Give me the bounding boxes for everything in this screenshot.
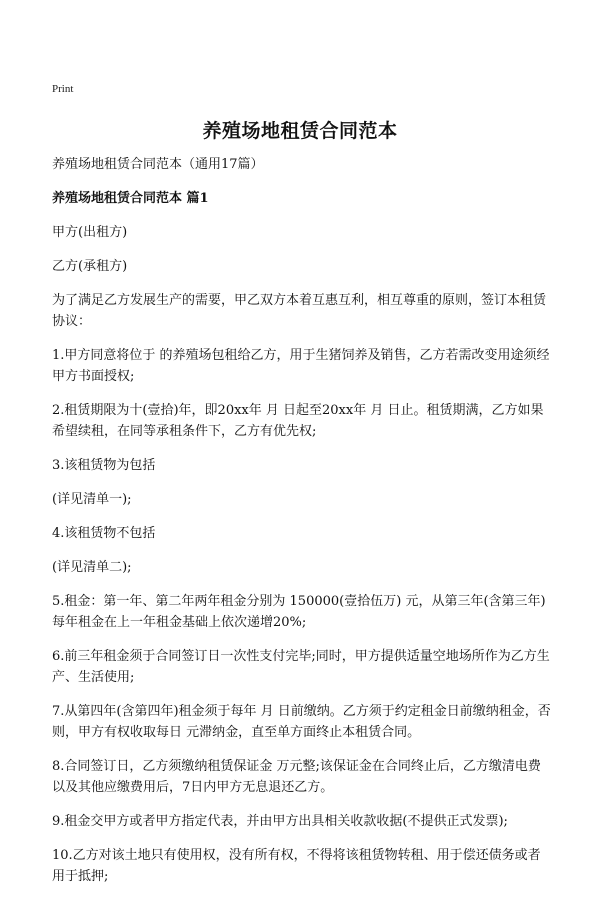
party-b: 乙方(承租方) — [52, 259, 128, 274]
clause-8: 8.合同签订日，乙方须缴纳租赁保证金 万元整;该保证金在合同终止后，乙方缴清电费以及其他应缴费用后，7日内甲方无息退还乙方。 — [52, 759, 541, 795]
clause-10: 10.乙方对该土地只有使用权，没有所有权，不得将该租赁物转租、用于偿还债务或者用于抵押; — [52, 848, 541, 884]
clause-9: 9.租金交甲方或者甲方指定代表，并由甲方出具相关收款收据(不提供正式发票); — [52, 814, 508, 829]
clause-6: 6.前三年租金须于合同签订日一次性支付完毕;同时，甲方提供适量空地场所作为乙方生产、生活使用; — [52, 649, 550, 685]
preamble-paragraph: 为了满足乙方发展生产的需要，甲乙双方本着互惠互利，相互尊重的原则，签订本租赁协议： — [52, 293, 547, 329]
page-title: 养殖场地租赁合同范本 — [202, 120, 398, 142]
clause-3-note: (详见清单一); — [52, 492, 132, 507]
clause-3: 3.该租赁物为包括 — [52, 458, 156, 473]
clause-1: 1.甲方同意将位于 的养殖场包租给乙方，用于生猪饲养及销售，乙方若需改变用途须经甲方书面授权; — [52, 348, 550, 384]
clause-5: 5.租金：第一年、第二年两年租金分别为 150000(壹拾伍万) 元，从第三年(含第三年)每年租金在上一年租金基础上依次递增20%; — [52, 594, 546, 630]
clause-4-note: (详见清单二); — [52, 560, 132, 575]
document-subtitle: 养殖场地租赁合同范本（通用17篇） — [52, 157, 264, 172]
party-a: 甲方(出租方) — [52, 225, 128, 240]
print-label: Print — [52, 83, 74, 95]
clause-2: 2.租赁期限为十(壹拾)年，即20xx年 月 日起至20xx年 月 日止。租赁期满，乙方如果希望续租，在同等承租条件下，乙方有优先权; — [52, 403, 544, 439]
document-body — [52, 154, 552, 900]
clause-7: 7.从第四年(含第四年)租金须于每年 月 日前缴纳。乙方须于约定租金日前缴纳租金，否则，甲方有权收取每日 元滞纳金，直至单方面终止本租赁合同。 — [52, 704, 551, 740]
section-heading: 养殖场地租赁合同范本 篇1 — [52, 191, 209, 206]
clause-4: 4.该租赁物不包括 — [52, 526, 156, 541]
